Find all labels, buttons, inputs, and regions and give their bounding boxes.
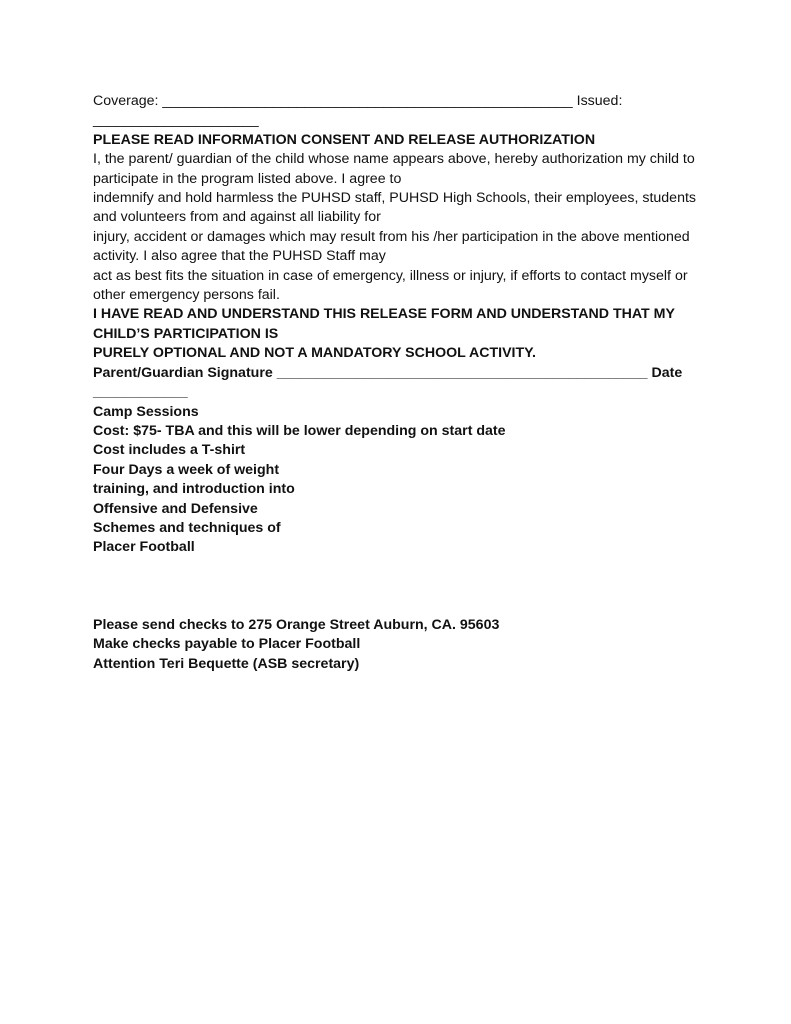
consent-paragraph-2: indemnify and hold harmless the PUHSD staff, PUHSD High Schools, their employees, students and volunteers from and against all liability for [93,190,696,226]
payment-attention: Attention Teri Bequette (ASB secretary) [93,655,360,672]
consent-paragraph-3: injury, accident or damages which may result from his /her participation in the above mentioned activity. I also agree that the PUHSD Staff may [93,228,690,265]
payment-address: Please send checks to 275 Orange Street Auburn, CA. 95603 [93,616,500,633]
signature-line: Parent/Guardian Signature _______________________________________________ Date [93,364,683,381]
acknowledgement-line-1: I HAVE READ AND UNDERSTAND THIS RELEASE FORM AND UNDERSTAND THAT MY [93,306,675,323]
camp-detail-line: Placer Football [93,539,195,556]
camp-detail-line: training, and introduction into [93,481,295,498]
camp-detail-line: Four Days a week of weight [93,461,280,478]
issued-blank: _____________________ [93,112,259,129]
camp-cost: Cost: $75- TBA and this will be lower depending on start date [93,422,506,439]
consent-heading: PLEASE READ INFORMATION CONSENT AND RELEASE AUTHORIZATION [93,131,596,148]
camp-sessions-heading: Camp Sessions [93,403,199,420]
camp-tshirt: Cost includes a T-shirt [93,442,246,459]
payment-payable-to: Make checks payable to Placer Football [93,636,361,653]
release-form [93,92,713,674]
spacer [93,558,713,616]
acknowledgement-line-2: CHILD’S PARTICIPATION IS [93,325,279,342]
camp-detail-line: Offensive and Defensive [93,500,258,517]
consent-paragraph-1: I, the parent/ guardian of the child whose name appears above, hereby authorization my child to participate in the program listed above. I agree to [93,151,695,187]
date-blank: ____________ [93,384,188,401]
consent-paragraph-4: act as best fits the situation in case of emergency, illness or injury, if efforts to contact myself or other emergency persons fail. [93,267,688,304]
camp-detail-line: Schemes and techniques of [93,519,281,536]
coverage-issued-line: Coverage: ____________________________________________________ Issued: [93,93,623,109]
acknowledgement-line-3: PURELY OPTIONAL AND NOT A MANDATORY SCHOOL ACTIVITY. [93,345,536,362]
